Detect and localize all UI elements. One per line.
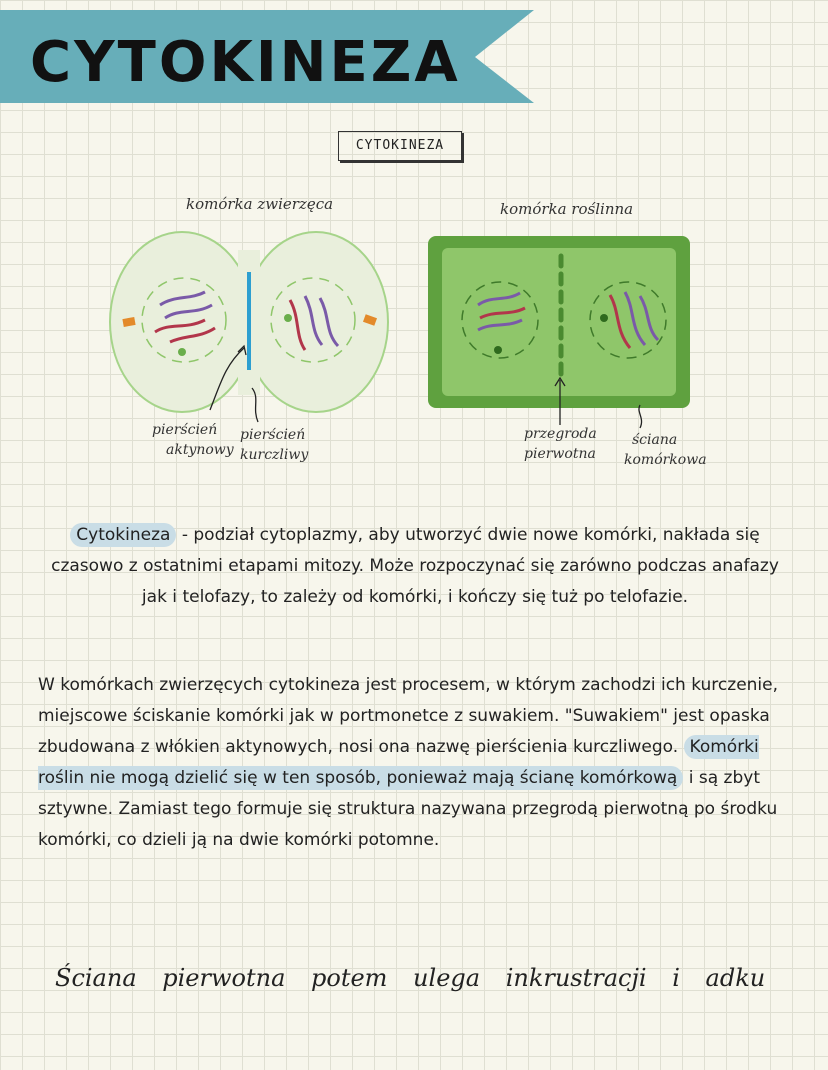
label-primary-septum: przegroda pierwotna	[524, 426, 597, 462]
definition-paragraph	[40, 520, 790, 613]
plant-cell	[428, 236, 690, 408]
animal-plant-paragraph	[38, 670, 778, 856]
plant-cell-title: komórka roślinna	[500, 200, 634, 218]
definition-text: - podział cytoplazmy, aby utworzyć dwie nowe komórki, nakłada się czasowo z ostatnimi etapami mitozy. Może rozpoczynać się zarówno podczas anafazy jak i telofazy, to zależy od komórki, i kończy się tuż po telofazie.	[51, 525, 779, 607]
animal-cell	[110, 232, 388, 412]
highlight-plant-cells: Komórki roślin nie mogą dzielić się w ten sposób, ponieważ mają ścianę komórkową	[38, 737, 759, 788]
page-title: CYTOKINEZA	[30, 30, 461, 95]
label-cell-wall: ściana komórkowa	[624, 432, 707, 468]
paragraph2-text-a: W komórkach zwierzęcych cytokineza jest procesem, w którym zachodzi ich kurczenie, miejscowe ściskanie komórki jak w portmonetce z suwakiem. "Suwakiem" jest opaska zbudowana z włókien aktynowych, nosi ona nazwę pierścienia kurczliwego.	[38, 675, 779, 757]
animal-cell-title: komórka zwierzęca	[186, 195, 334, 213]
label-actin-ring: pierścień aktynowy	[152, 422, 234, 458]
highlight-cytokineza: Cytokineza	[70, 523, 176, 547]
handwritten-note: Ściana pierwotna potem ulega inkrustracji i adku	[55, 964, 766, 992]
diagram-heading: CYTOKINEZA	[338, 131, 462, 161]
label-contractile-ring: pierścień kurczliwy	[240, 427, 309, 463]
paragraph2-text-b: i są zbyt sztywne. Zamiast tego formuje się struktura nazywana przegrodą pierwotną po środku komórki, co dzieli ją na dwie komórki potomne.	[38, 768, 778, 850]
cell-diagram	[0, 0, 828, 500]
